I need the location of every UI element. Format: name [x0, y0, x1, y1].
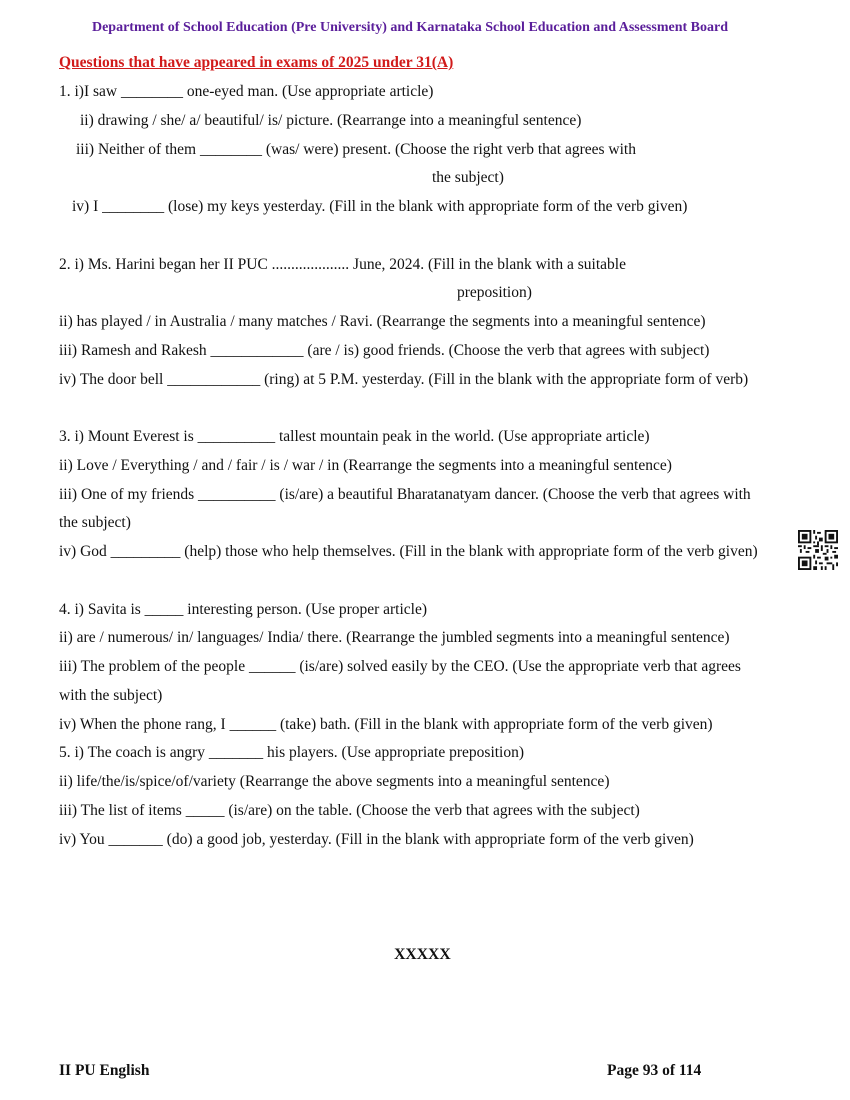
end-mark: XXXXX	[394, 946, 451, 963]
footer-page-number: Page 93 of 114	[607, 1062, 702, 1079]
question-2-iv: iv) The door bell ____________ (ring) at 5 P.M. yesterday. (Fill in the blank with the appropriate form of verb)	[59, 371, 749, 388]
question-5-iii: iii) The list of items _____ (is/are) on the table. (Choose the verb that agrees with the subject)	[59, 802, 640, 819]
question-1-i: 1. i)I saw ________ one-eyed man. (Use appropriate article)	[59, 83, 434, 100]
question-1-iii-cont: the subject)	[432, 169, 504, 186]
question-5-i: 5. i) The coach is angry _______ his players. (Use appropriate preposition)	[59, 744, 525, 761]
question-3-ii: ii) Love / Everything / and / fair / is / war / in (Rearrange the segments into a meaningful sentence)	[59, 457, 672, 474]
question-2-i-cont: preposition)	[457, 284, 532, 301]
question-5-iv: iv) You _______ (do) a good job, yesterday. (Fill in the blank with appropriate form of the verb given)	[59, 831, 694, 848]
section-title: Questions that have appeared in exams of 2025 under 31(A)	[59, 54, 454, 71]
question-1-ii: ii) drawing / she/ a/ beautiful/ is/ picture. (Rearrange into a meaningful sentence)	[80, 112, 582, 129]
question-4-iv: iv) When the phone rang, I ______ (take) bath. (Fill in the blank with appropriate form of the verb given)	[59, 716, 713, 733]
footer-subject: II PU English	[59, 1062, 150, 1079]
question-1-iii: iii) Neither of them ________ (was/ were) present. (Choose the right verb that agrees with	[76, 141, 636, 158]
question-1-iv: iv) I ________ (lose) my keys yesterday. (Fill in the blank with appropriate form of the verb given)	[72, 198, 688, 215]
question-3-iv: iv) God _________ (help) those who help themselves. (Fill in the blank with appropriate form of the verb given)	[59, 543, 758, 560]
question-2-ii: ii) has played / in Australia / many matches / Ravi. (Rearrange the segments into a meaningful sentence)	[59, 313, 706, 330]
question-4-ii: ii) are / numerous/ in/ languages/ India/ there. (Rearrange the jumbled segments into a meaningful sentence)	[59, 629, 730, 646]
question-3-iii: iii) One of my friends __________ (is/are) a beautiful Bharatanatyam dancer. (Choose the verb that agrees with	[59, 486, 751, 503]
question-5-ii: ii) life/the/is/spice/of/variety (Rearrange the above segments into a meaningful sentence)	[59, 773, 610, 790]
question-4-iii-cont: with the subject)	[59, 687, 163, 704]
question-4-i: 4. i) Savita is _____ interesting person. (Use proper article)	[59, 601, 428, 618]
question-2-iii: iii) Ramesh and Rakesh ____________ (are / is) good friends. (Choose the verb that agrees with subject)	[59, 342, 710, 359]
qr-code-icon	[798, 530, 838, 570]
page-header: Department of School Education (Pre University) and Karnataka School Education and Assessment Board	[91, 20, 728, 35]
question-2-i: 2. i) Ms. Harini began her II PUC .................... June, 2024. (Fill in the blank with a suitable	[59, 256, 626, 273]
question-4-iii: iii) The problem of the people ______ (is/are) solved easily by the CEO. (Use the appropriate verb that agrees	[59, 658, 741, 675]
question-3-iii-cont: the subject)	[59, 514, 131, 531]
question-3-i: 3. i) Mount Everest is __________ tallest mountain peak in the world. (Use appropriate article)	[59, 428, 650, 445]
